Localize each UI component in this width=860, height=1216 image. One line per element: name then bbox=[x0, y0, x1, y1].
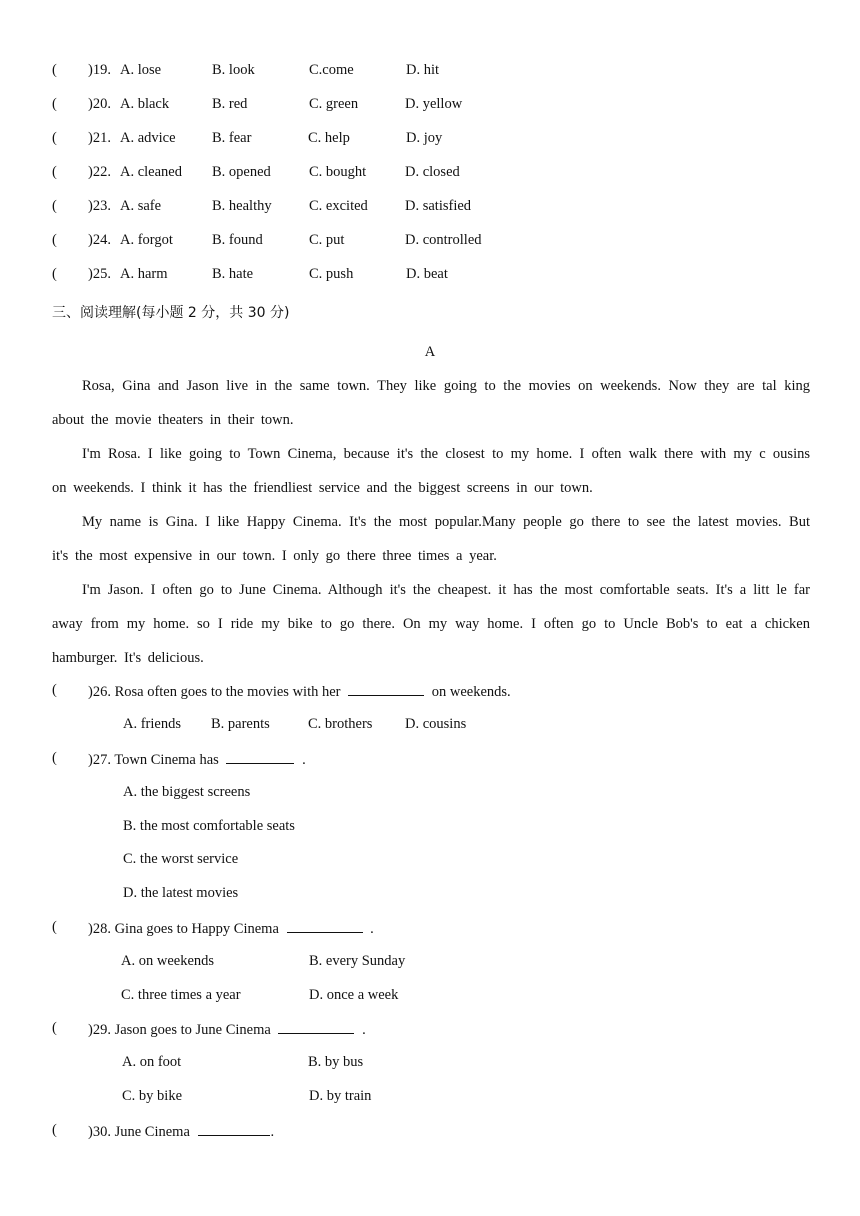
stem-text: on weekends. bbox=[431, 684, 511, 700]
option-c: C. bought bbox=[309, 164, 367, 180]
question-stem bbox=[88, 1121, 274, 1141]
answer-paren[interactable]: ( bbox=[52, 96, 57, 112]
stem-text: )27. Town Cinema has bbox=[88, 752, 219, 768]
option-d: D. controlled bbox=[405, 232, 482, 248]
answer-paren[interactable]: ( bbox=[52, 919, 57, 935]
answer-blank[interactable] bbox=[287, 918, 363, 933]
option-d: D. beat bbox=[406, 266, 448, 282]
answer-blank[interactable] bbox=[348, 681, 424, 696]
option-c: C. help bbox=[308, 130, 350, 146]
option-c: C. push bbox=[309, 266, 354, 282]
option-a: A. advice bbox=[120, 130, 176, 146]
answer-paren[interactable]: ( bbox=[52, 164, 57, 180]
answer-blank[interactable] bbox=[198, 1121, 270, 1136]
option-d: D. satisfied bbox=[405, 198, 472, 214]
option-d: D. the latest movies bbox=[123, 885, 239, 901]
option-d: D. closed bbox=[405, 164, 460, 180]
question-stem bbox=[88, 681, 511, 701]
option-d: D. once a week bbox=[309, 987, 399, 1003]
stem-text: )28. Gina goes to Happy Cinema bbox=[88, 921, 279, 937]
item-number: )20. bbox=[88, 96, 111, 112]
option-b: B. every Sunday bbox=[309, 953, 406, 969]
option-c: C.come bbox=[309, 62, 354, 78]
item-number: )22. bbox=[88, 164, 111, 180]
option-d: D. hit bbox=[406, 62, 440, 78]
option-d: D. yellow bbox=[405, 96, 463, 112]
item-number: )23. bbox=[88, 198, 111, 214]
option-c: C. by bike bbox=[122, 1088, 183, 1104]
option-a: A. on foot bbox=[122, 1054, 182, 1070]
option-b: B. look bbox=[212, 62, 255, 78]
item-number: )19. bbox=[88, 62, 111, 78]
item-number: )24. bbox=[88, 232, 111, 248]
option-b: B. opened bbox=[212, 164, 271, 180]
option-b: B. healthy bbox=[212, 198, 272, 214]
option-a: A. safe bbox=[120, 198, 162, 214]
option-a: A. the biggest screens bbox=[123, 784, 251, 800]
stem-text: . bbox=[370, 921, 374, 937]
option-a: A. on weekends bbox=[121, 953, 215, 969]
option-b: B. red bbox=[212, 96, 248, 112]
stem-text: )29. Jason goes to June Cinema bbox=[88, 1022, 271, 1038]
option-c: C. excited bbox=[309, 198, 368, 214]
answer-paren[interactable]: ( bbox=[52, 266, 57, 282]
option-d: D. joy bbox=[406, 130, 443, 146]
option-c: C. green bbox=[309, 96, 359, 112]
item-number: )21. bbox=[88, 130, 111, 146]
option-b: B. the most comfortable seats bbox=[123, 818, 295, 834]
passage-paragraph-2: I'm Rosa. I like going to Town Cinema, because it's the closest to my home. I often walk there with my c ousins on weekends. I think it has the friendliest service and the biggest screens in our town. bbox=[52, 446, 810, 496]
question-stem bbox=[88, 749, 306, 769]
option-d: D. by train bbox=[309, 1088, 372, 1104]
option-c: C. three times a year bbox=[121, 987, 241, 1003]
answer-paren[interactable]: ( bbox=[52, 1020, 57, 1036]
option-c: C. put bbox=[309, 232, 345, 248]
stem-text: . bbox=[362, 1022, 366, 1038]
option-c: C. the worst service bbox=[123, 851, 239, 867]
option-c: C. brothers bbox=[308, 716, 373, 732]
answer-paren[interactable]: ( bbox=[52, 232, 57, 248]
stem-text: )30. June Cinema bbox=[88, 1124, 190, 1140]
item-number: )25. bbox=[88, 266, 111, 282]
answer-blank[interactable] bbox=[226, 749, 294, 764]
option-a: A. forgot bbox=[120, 232, 173, 248]
option-a: A. cleaned bbox=[120, 164, 182, 180]
answer-paren[interactable]: ( bbox=[52, 1122, 57, 1138]
answer-paren[interactable]: ( bbox=[52, 750, 57, 766]
option-b: B. by bus bbox=[308, 1054, 364, 1070]
option-b: B. parents bbox=[211, 716, 270, 732]
option-d: D. cousins bbox=[405, 716, 467, 732]
option-a: A. friends bbox=[123, 716, 181, 732]
stem-text: . bbox=[270, 1124, 275, 1140]
section-heading: 三、阅读理解(每小题 2 分，共 30 分) bbox=[52, 305, 290, 321]
passage-paragraph-3: My name is Gina. I like Happy Cinema. It's the most popular.Many people go there to see the latest movies. But it's the most expensive in our town. I only go there three times a year. bbox=[52, 514, 810, 564]
answer-blank[interactable] bbox=[278, 1019, 354, 1034]
answer-paren[interactable]: ( bbox=[52, 198, 57, 214]
passage-paragraph-4: I'm Jason. I often go to June Cinema. Although it's the cheapest. it has the most comfortable seats. It's a litt le far away from my home. so I ride my bike to go there. On my way home. I often go to Uncle Bob's to eat a chicken hamburger. It's delicious. bbox=[52, 582, 810, 666]
option-a: A. black bbox=[120, 96, 170, 112]
option-a: A. harm bbox=[120, 266, 168, 282]
question-stem bbox=[88, 1019, 366, 1039]
option-b: B. hate bbox=[212, 266, 254, 282]
option-b: B. fear bbox=[212, 130, 252, 146]
answer-paren[interactable]: ( bbox=[52, 682, 57, 698]
stem-text: . bbox=[302, 752, 306, 768]
passage-label: A bbox=[424, 344, 436, 360]
stem-text: )26. Rosa often goes to the movies with her bbox=[88, 684, 341, 700]
answer-paren[interactable]: ( bbox=[52, 62, 57, 78]
option-a: A. lose bbox=[120, 62, 162, 78]
answer-paren[interactable]: ( bbox=[52, 130, 57, 146]
question-stem bbox=[88, 918, 374, 938]
option-b: B. found bbox=[212, 232, 263, 248]
passage-paragraph-1: Rosa, Gina and Jason live in the same town. They like going to the movies on weekends. Now they are tal king about the movie theaters in their town. bbox=[52, 378, 810, 428]
